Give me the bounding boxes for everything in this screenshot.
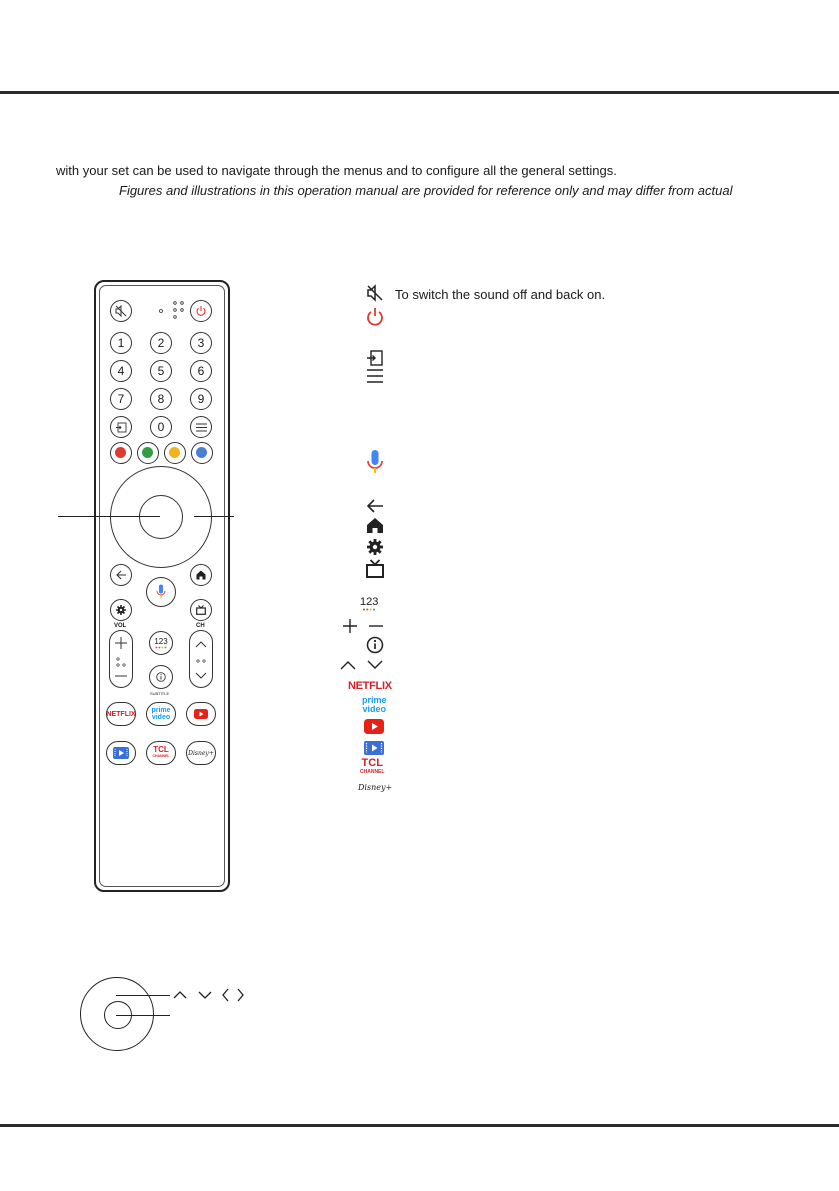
pointer-line-right — [194, 516, 234, 517]
top-rule — [0, 91, 839, 94]
legend-plus-icon — [341, 617, 359, 635]
number-key-4[interactable]: 4 — [110, 360, 132, 382]
menu-icon — [196, 423, 207, 432]
netflix-logo: NETFLIX — [106, 710, 136, 718]
mute-button[interactable] — [110, 300, 132, 322]
legend-mute-icon — [366, 284, 384, 302]
volume-rocker-marks — [110, 631, 132, 687]
digit-123-button[interactable] — [149, 631, 173, 655]
digit-123-label: 123 — [154, 636, 168, 646]
gear-icon — [116, 605, 126, 615]
volume-rocker[interactable] — [109, 630, 133, 688]
settings-button[interactable] — [110, 599, 132, 621]
dpad-pointer-direction — [116, 995, 170, 996]
red-key[interactable] — [110, 442, 132, 464]
color-dots-icon — [155, 646, 167, 649]
vol-label: VOL — [114, 623, 127, 629]
legend-gear-icon — [366, 538, 384, 556]
mute-description: To switch the sound off and back on. — [395, 287, 606, 302]
legend-info-icon — [366, 636, 384, 654]
input-button[interactable] — [110, 416, 132, 438]
legend-prime-video-logo — [362, 696, 387, 714]
disney-logo: Disney+ — [188, 749, 214, 757]
legend-prime-bottom: video — [362, 704, 387, 714]
home-icon — [196, 570, 206, 580]
legend-disney-logo: Disney+ — [358, 783, 393, 792]
tv-icon — [196, 605, 206, 615]
number-key-0[interactable]: 0 — [150, 416, 172, 438]
subtitle-label: SUBTITLE — [150, 691, 170, 696]
legend-netflix-logo: NETFLIX — [348, 680, 392, 692]
legend-power-icon — [366, 307, 384, 327]
legend-chevron-down-icon — [366, 658, 384, 672]
legend-tv-app-icon — [364, 741, 384, 755]
microphone-icon — [156, 584, 166, 600]
blue-key[interactable] — [191, 442, 213, 464]
tv-button[interactable] — [190, 599, 212, 621]
ok-button[interactable] — [139, 495, 183, 539]
netflix-button[interactable] — [106, 702, 136, 726]
info-button[interactable] — [149, 665, 173, 689]
number-key-2[interactable]: 2 — [150, 332, 172, 354]
mic-dots — [158, 300, 188, 320]
legend-color-dots-icon — [362, 608, 376, 611]
reference-note: Figures and illustrations in this operation manual are provided for reference only and may differ from actual — [119, 183, 733, 198]
channel-rocker-marks — [190, 631, 212, 687]
legend-microphone-icon — [366, 449, 384, 475]
youtube-icon — [194, 709, 208, 719]
legend-prime-top: prime — [362, 695, 387, 705]
menu-button[interactable] — [190, 416, 212, 438]
number-key-6[interactable]: 6 — [190, 360, 212, 382]
intro-text: with your set can be used to navigate through the menus and to configure all the general settings. — [56, 163, 617, 178]
input-icon — [116, 422, 127, 433]
voice-button[interactable] — [146, 577, 176, 607]
number-key-1[interactable]: 1 — [110, 332, 132, 354]
youtube-button[interactable] — [186, 702, 216, 726]
legend-menu-icon — [366, 368, 384, 384]
back-button[interactable] — [110, 564, 132, 586]
tcl-logo: TCL — [153, 745, 169, 754]
green-key[interactable] — [137, 442, 159, 464]
legend-tv-icon — [366, 559, 384, 578]
mute-icon — [115, 305, 127, 317]
legend-input-icon — [366, 350, 384, 366]
legend-tcl-top: TCL — [361, 757, 383, 769]
info-icon — [156, 672, 166, 682]
legend-123-label: 123 — [360, 596, 379, 608]
direction-arrows-icon — [172, 987, 246, 1003]
channel-rocker[interactable] — [189, 630, 213, 688]
pointer-line-left — [58, 516, 160, 517]
number-key-8[interactable]: 8 — [150, 388, 172, 410]
back-arrow-icon — [116, 570, 127, 580]
tv-app-icon — [113, 747, 129, 759]
legend-chevron-up-icon — [339, 658, 357, 672]
number-key-3[interactable]: 3 — [190, 332, 212, 354]
legend-tcl-channel-logo — [360, 759, 384, 777]
number-key-7[interactable]: 7 — [110, 388, 132, 410]
prime-logo-bottom: video — [151, 714, 171, 721]
prime-logo-top: prime — [151, 707, 171, 714]
disney-button[interactable] — [186, 741, 216, 765]
prime-video-button[interactable] — [146, 702, 176, 726]
bottom-rule — [0, 1124, 839, 1127]
power-button[interactable] — [190, 300, 212, 322]
tv-app-button[interactable] — [106, 741, 136, 765]
tcl-channel-text: CHANNEL — [152, 754, 170, 758]
number-key-9[interactable]: 9 — [190, 388, 212, 410]
ch-label: CH — [196, 623, 205, 629]
home-button[interactable] — [190, 564, 212, 586]
power-icon — [195, 305, 207, 317]
number-key-5[interactable]: 5 — [150, 360, 172, 382]
legend-youtube-icon — [364, 719, 384, 734]
legend-home-icon — [366, 517, 384, 534]
legend-minus-icon — [367, 617, 385, 635]
dpad-pointer-ok — [116, 1015, 170, 1016]
legend-back-icon — [366, 498, 384, 514]
legend-123-icon — [360, 597, 378, 611]
legend-tcl-bottom: CHANNEL — [360, 769, 385, 775]
yellow-key[interactable] — [164, 442, 186, 464]
tcl-channel-button[interactable] — [146, 741, 176, 765]
